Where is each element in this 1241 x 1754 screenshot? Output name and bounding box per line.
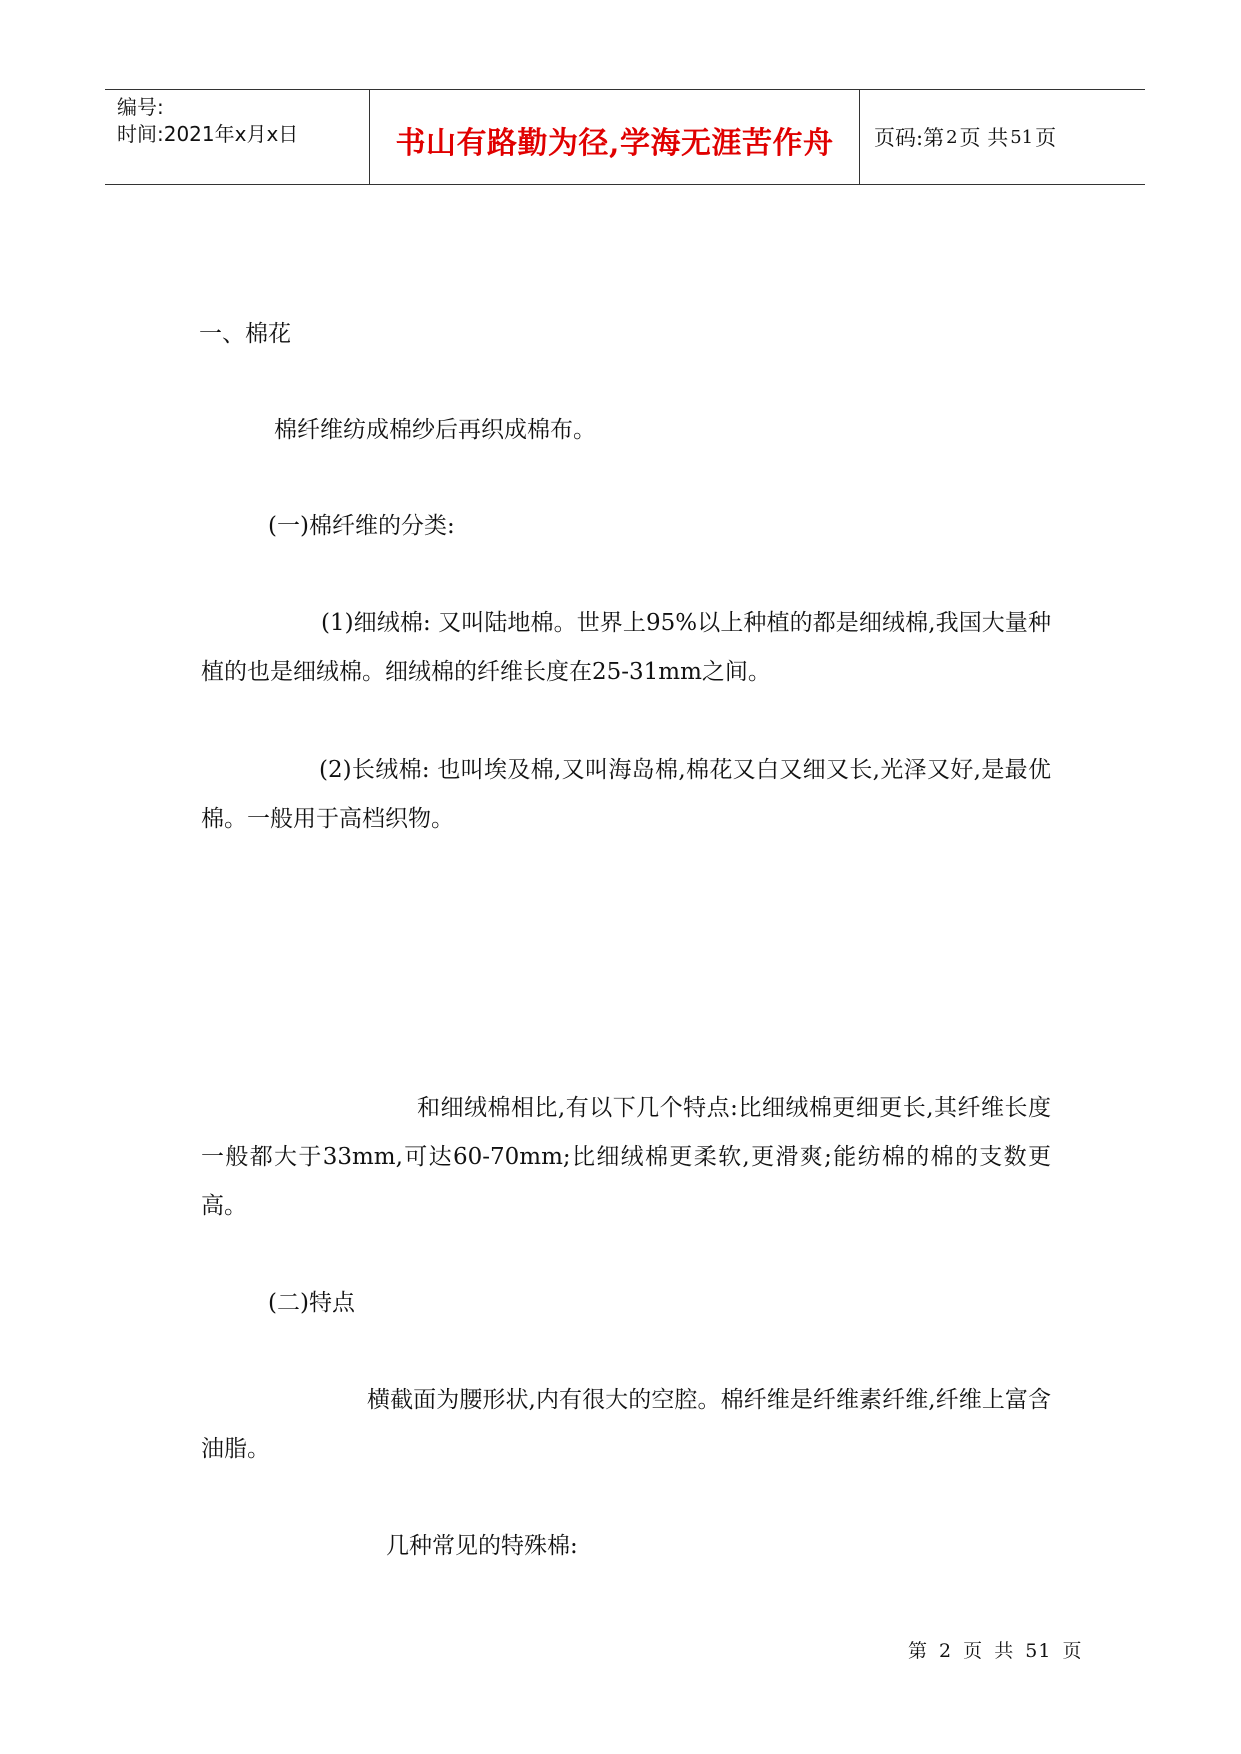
paragraph-fine-staple: (1)细绒棉: 又叫陆地棉。世界上95%以上种植的都是细绒棉,我国大量种植的也是细绒棉。细绒棉的纤维长度在25-31mm之间。 bbox=[201, 610, 1051, 685]
page-number: 2 bbox=[946, 126, 958, 148]
paragraph-comparison: 和细绒棉相比,有以下几个特点:比细绒棉更细更长,其纤维长度一般都大于33mm,可达60-70mm;比细绒棉更柔软,更滑爽;能纺棉的棉的支数更高。 bbox=[201, 1095, 1051, 1219]
intro-paragraph: 棉纤维纺成棉纱后再织成棉布。 bbox=[274, 417, 596, 443]
page-header bbox=[105, 89, 1145, 185]
page-total: 51 bbox=[1010, 126, 1034, 148]
page-prefix: 页码:第 bbox=[874, 126, 945, 150]
paragraph-long-staple: (2)长绒棉: 也叫埃及棉,又叫海岛棉,棉花又白又细又长,光泽又好,是最优棉。一般用于高档织物。 bbox=[201, 757, 1051, 832]
page-suffix: 页 bbox=[1035, 126, 1057, 150]
header-page-indicator bbox=[860, 90, 1145, 184]
paragraph-features: 横截面为腰形状,内有很大的空腔。棉纤维是纤维素纤维,纤维上富含油脂。 bbox=[201, 1387, 1051, 1462]
subheading-features: (二)特点 bbox=[268, 1290, 355, 1316]
header-meta bbox=[105, 90, 370, 184]
document-time-label: 时间:2021年x月x日 bbox=[117, 122, 299, 146]
paragraph-special-cotton: 几种常见的特殊棉: bbox=[386, 1533, 578, 1559]
page-mid: 页 共 bbox=[959, 126, 1009, 150]
page-footer: 第 2 页 共 51 页 bbox=[908, 1640, 1083, 1662]
section-heading-cotton: 一、棉花 bbox=[199, 321, 291, 347]
header-motto-cell bbox=[370, 90, 860, 184]
header-motto: 书山有路勤为径,学海无涯苦作舟 bbox=[395, 126, 834, 161]
subheading-classification: (一)棉纤维的分类: bbox=[268, 513, 455, 539]
document-number-label: 编号: bbox=[117, 95, 164, 119]
